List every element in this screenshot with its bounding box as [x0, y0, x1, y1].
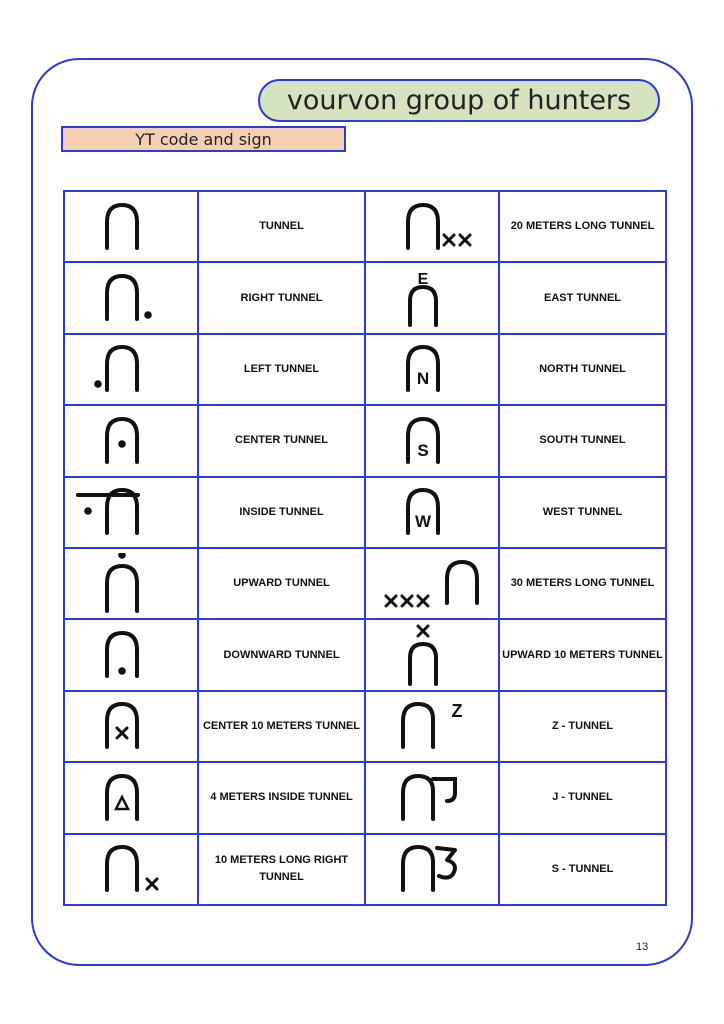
code-label: WEST TUNNEL — [499, 477, 666, 548]
table-row — [64, 262, 666, 333]
sign-letter: N — [416, 369, 430, 389]
table-row — [64, 334, 666, 405]
tunnel-dot-top-icon — [65, 553, 197, 615]
table-row — [64, 619, 666, 690]
code-label: EAST TUNNEL — [499, 262, 666, 333]
code-label: DOWNWARD TUNNEL — [198, 619, 365, 690]
code-label: RIGHT TUNNEL — [198, 262, 365, 333]
code-label: TUNNEL — [198, 191, 365, 262]
code-label: NORTH TUNNEL — [499, 334, 666, 405]
tunnel-dot-right-icon — [65, 267, 197, 329]
sign-letter: S — [417, 440, 429, 460]
tunnel-icon — [65, 196, 197, 258]
table-row — [64, 691, 666, 762]
page-title: vourvon group of hunters — [258, 79, 660, 122]
tunnel-dot-left-icon — [65, 338, 197, 400]
code-table — [63, 190, 667, 906]
code-label: CENTER TUNNEL — [198, 405, 365, 476]
tunnel-x-right-icon — [65, 838, 197, 900]
sign-letter: Z — [451, 701, 463, 722]
sign-letter: W — [414, 512, 432, 532]
code-label: S - TUNNEL — [499, 834, 666, 905]
tunnel-e-icon — [366, 267, 498, 329]
tunnel-xx-icon — [366, 196, 498, 258]
tunnel-j-icon — [366, 767, 498, 829]
table-row — [64, 191, 666, 262]
code-label: INSIDE TUNNEL — [198, 477, 365, 548]
code-label: 20 METERS LONG TUNNEL — [499, 191, 666, 262]
tunnel-z-icon — [366, 695, 498, 757]
table-row — [64, 762, 666, 833]
sign-letter: E — [417, 271, 429, 289]
tunnel-3-icon — [366, 838, 498, 900]
code-label: Z - TUNNEL — [499, 691, 666, 762]
table-row — [64, 477, 666, 548]
code-label: 10 METERS LONG RIGHT TUNNEL — [198, 834, 365, 905]
tunnel-dot-center-icon — [65, 410, 197, 472]
tunnel-x-top-icon — [366, 624, 498, 686]
table-row — [64, 405, 666, 476]
code-label: 30 METERS LONG TUNNEL — [499, 548, 666, 619]
code-label: UPWARD 10 METERS TUNNEL — [499, 619, 666, 690]
section-subtitle: YT code and sign — [61, 126, 346, 152]
tunnel-w-icon — [366, 481, 498, 543]
tunnel-xxx-icon — [366, 553, 498, 615]
tunnel-inside-icon — [65, 481, 197, 543]
page-number: 13 — [636, 941, 649, 953]
code-label: J - TUNNEL — [499, 762, 666, 833]
code-label: LEFT TUNNEL — [198, 334, 365, 405]
tunnel-n-icon — [366, 338, 498, 400]
table-row — [64, 548, 666, 619]
code-label: UPWARD TUNNEL — [198, 548, 365, 619]
tunnel-s-icon — [366, 410, 498, 472]
code-label: 4 METERS INSIDE TUNNEL — [198, 762, 365, 833]
table-row — [64, 834, 666, 905]
tunnel-triangle-icon — [65, 767, 197, 829]
tunnel-dot-bottom-icon — [65, 624, 197, 686]
tunnel-x-center-icon — [65, 695, 197, 757]
code-label: CENTER 10 METERS TUNNEL — [198, 691, 365, 762]
code-label: SOUTH TUNNEL — [499, 405, 666, 476]
